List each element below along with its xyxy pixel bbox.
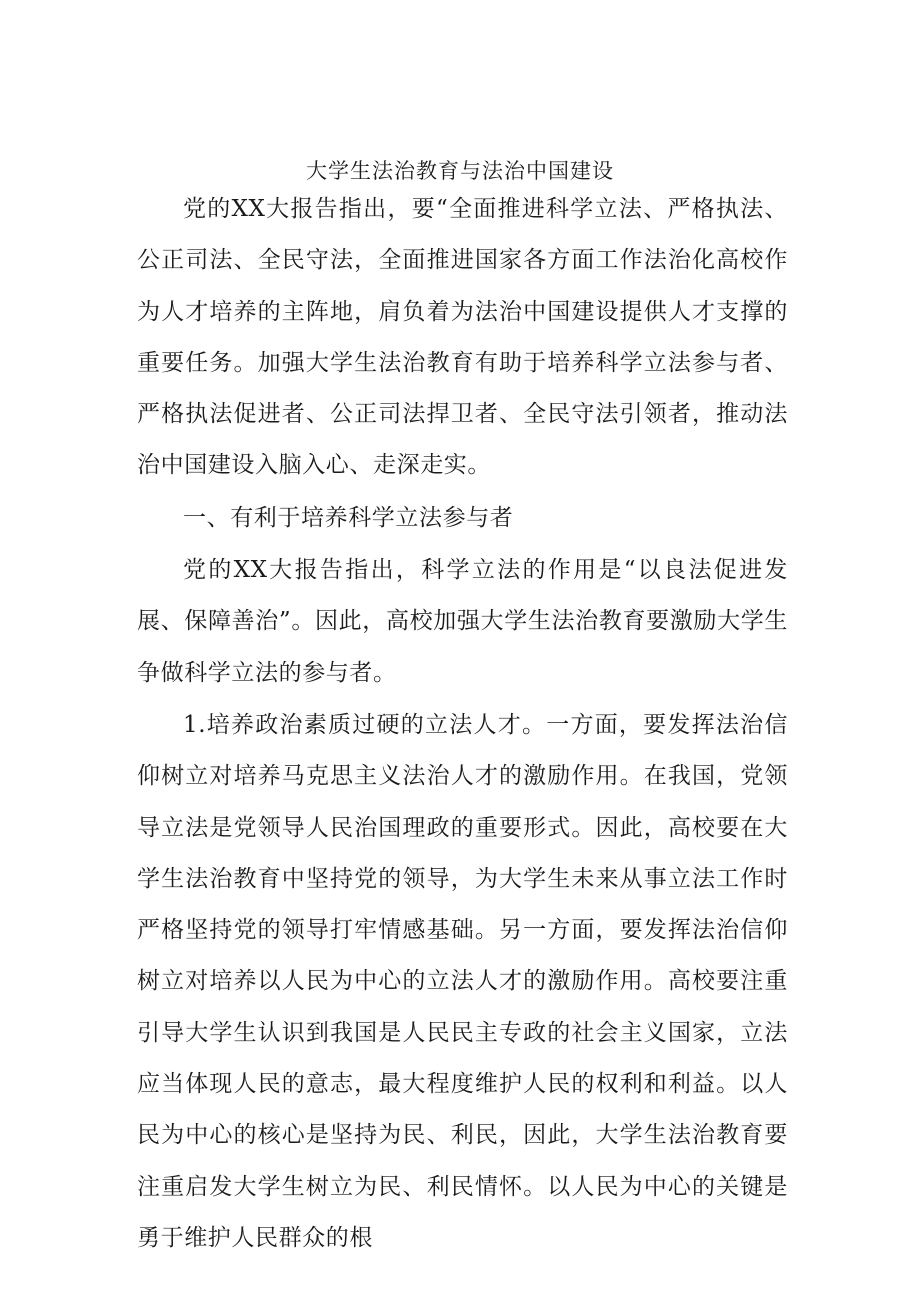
- intro-paragraph: 党的XX大报告指出，要“全面推进科学立法、严格执法、公正司法、全民守法，全面推进国家各方面工作法治化高校作为人才培养的主阵地，肩负着为法治中国建设提供人才支撑的重要任务。加强大学生法治教育有助于培养科学立法参与者、严格执法促进者、公正司法捍卫者、全民守法引领者，推动法治中国建设入脑入心、走深走实。: [137, 196, 788, 479]
- subsection-1-paragraph: 1.培养政治素质过硬的立法人才。一方面，要发挥法治信仰树立对培养马克思主义法治人才的激励作用。在我国，党领导立法是党领导人民治国理政的重要形式。因此，高校要在大学生法治教育中坚持党的领导，为大学生未来从事立法工作时严格坚持党的领导打牢情感基础。另一方面，要发挥法治信仰树立对培养以人民为中心的立法人才的激励作用。高校要注重引导大学生认识到我国是人民民主专政的社会主义国家，立法应当体现人民的意志，最大程度维护人民的权利和利益。以人民为中心的核心是坚持为民、利民，因此，大学生法治教育要注重启发大学生树立为民、利民情怀。以人民为中心的关键是勇于维护人民群众的根: [137, 712, 788, 1251]
- document-title: 大学生法治教育与法治中国建设: [306, 159, 614, 183]
- section-heading-1: 一、有利于培养科学立法参与者: [183, 505, 514, 531]
- section-1-paragraph: 党的XX大报告指出，科学立法的作用是“以良法促进发展、保障善治”。因此，高校加强大学生法治教育要激励大学生争做科学立法的参与者。: [137, 557, 788, 686]
